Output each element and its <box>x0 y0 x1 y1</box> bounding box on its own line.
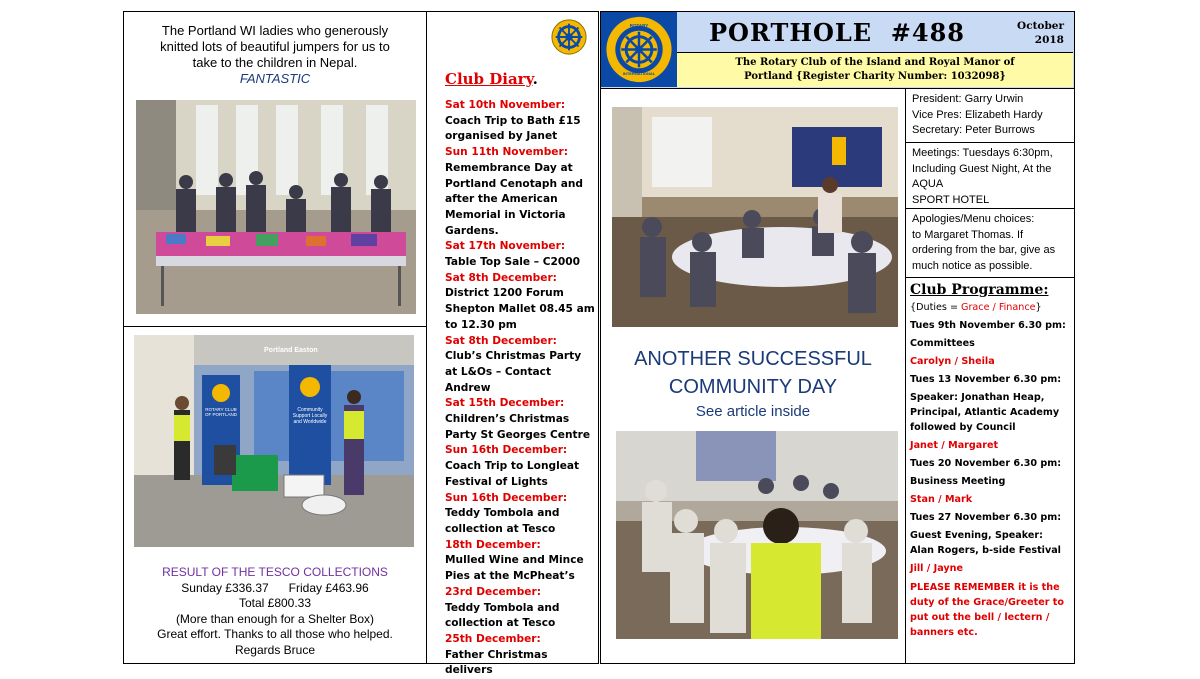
apologies-box <box>905 208 1075 278</box>
tesco-results-title: RESULT OF THE TESCO COLLECTIONS <box>162 565 388 579</box>
community-day-photo-top <box>612 107 898 327</box>
wi-caption-line: The Portland WI ladies who generously <box>161 23 389 38</box>
tesco-collection-photo <box>134 335 414 547</box>
apologies-line: Apologies/Menu choices: <box>912 213 1035 225</box>
diary-entry-text: Coach Trip to Bath £15 organised by Janet <box>445 114 581 143</box>
meetings-line: AQUA <box>912 178 944 190</box>
diary-entry-date: Sat 10th November: <box>445 99 566 111</box>
community-headline <box>601 345 905 423</box>
subtitle-line: Portland {Register Charity Number: 1032098} <box>744 71 1006 82</box>
programme-item-detail: Guest Evening, Speaker: Alan Rogers, b-side Festival <box>910 530 1061 556</box>
duties-close: } <box>1035 302 1042 313</box>
diary-entry-text: Teddy Tombola and collection at Tesco <box>445 601 560 630</box>
wi-panel <box>123 11 427 327</box>
tesco-results-line: Total £800.33 <box>238 596 312 611</box>
tesco-results-line: (More than enough for a Shelter Box) <box>175 611 375 626</box>
programme-item-detail: Business Meeting <box>910 476 1006 487</box>
apologies-line: ordering from the bar, give as <box>912 244 1056 256</box>
programme-list <box>910 318 1070 576</box>
headline-line: ANOTHER SUCCESSFUL <box>634 348 872 370</box>
logo-ring-bottom: INTERNATIONAL <box>622 71 656 76</box>
masthead-subtitle <box>677 52 1073 87</box>
diary-entry-text: Children’s Christmas Party St Georges Centre <box>445 413 591 441</box>
headline-subline: See article inside <box>695 403 811 420</box>
diary-entry-date: Sat 8th December: <box>445 334 557 347</box>
programme-item-duty: Stan / Mark <box>910 494 973 505</box>
programme-item-duty: Carolyn / Sheila <box>910 356 995 367</box>
vice-president: Vice Pres: Elizabeth Hardy <box>912 108 1043 121</box>
diary-entry-date: 23rd December: <box>445 585 541 598</box>
diary-entry-text: Father Christmas delivers <box>445 648 548 677</box>
duties-roles: Grace / Finance <box>961 302 1036 313</box>
diary-entry-date: Sat 8th December: <box>445 271 557 284</box>
subtitle-line: The Rotary Club of the Island and Royal Manor of <box>735 57 1015 68</box>
programme-box <box>905 277 1075 664</box>
rotary-small-logo <box>550 18 588 56</box>
masthead-title: PORTHOLE #488 <box>709 18 966 47</box>
logo-ring-top: ROTARY <box>629 23 649 28</box>
meetings-line: Meetings: Tuesdays 6:30pm, <box>912 147 1053 159</box>
president: President: Garry Urwin <box>912 93 1024 105</box>
diary-entry-date: Sun 11th November: <box>445 146 568 159</box>
wi-caption <box>124 23 426 87</box>
programme-item-heading: Tues 27 November 6.30 pm: <box>910 512 1062 523</box>
programme-duties <box>910 300 1070 315</box>
diary-entry-text: Teddy Tombola and collection at Tesco <box>445 507 560 535</box>
meetings-box <box>905 142 1075 209</box>
tesco-results-line: Regards Bruce <box>234 642 316 657</box>
wi-caption-line: knitted lots of beautiful jumpers for us to <box>160 39 390 54</box>
diary-title <box>445 70 538 88</box>
diary-entry-date: Sat 17th November: <box>445 240 566 253</box>
programme-reminder: PLEASE REMEMBER it is the duty of the Grace/Greeter to put out the bell / lectern / banners etc. <box>910 582 1064 638</box>
programme-item-heading: Tues 13 November 6.30 pm: <box>910 374 1062 385</box>
masthead-date <box>1017 19 1064 47</box>
apologies-line: to Margaret Thomas. If <box>912 228 1024 241</box>
duties-open: {Duties = <box>910 302 962 313</box>
programme-item-detail: Committees <box>910 338 975 349</box>
diary-entry-text: Coach Trip to Longleat Festival of Lights <box>445 460 580 488</box>
club-diary-panel <box>426 11 599 677</box>
programme-title: Club Programme: <box>910 282 1049 298</box>
programme-item-detail: Speaker: Jonathan Heap, Principal, Atlantic Academy followed by Council <box>910 392 1060 433</box>
store-sign: Portland Easton <box>264 347 318 354</box>
diary-entry-text: District 1200 Forum Shepton Mallet 08.45 am to 12.30 pm <box>445 287 595 331</box>
fantastic-text: FANTASTIC <box>239 71 311 86</box>
diary-title-dot: . <box>532 70 538 88</box>
banner-label-right: Community Support Locally and Worldwide <box>292 407 328 425</box>
diary-entry-date: 25th December: <box>445 632 541 645</box>
masthead <box>600 11 1075 89</box>
diary-entry-text: Remembrance Day at Portland Cenotaph and after the American Memorial in Victoria Gardens. <box>445 161 584 237</box>
community-day-photo-bottom <box>616 431 898 639</box>
masthead-month: October <box>1017 20 1064 32</box>
community-panel <box>600 88 906 664</box>
programme-item-duty: Janet / Margaret <box>910 440 999 451</box>
banner-label-left: ROTARY CLUB OF PORTLAND <box>205 407 237 417</box>
diary-entry-text: Mulled Wine and Mince Pies at the McPheat’s <box>445 554 584 583</box>
meetings-line: Including Guest Night, At the <box>912 162 1052 175</box>
wi-caption-line: take to the children in Nepal. <box>192 55 358 70</box>
headline-line: COMMUNITY DAY <box>668 376 838 398</box>
programme-item-duty: Jill / Jayne <box>910 563 963 574</box>
tesco-results-line: Sunday £336.37 Friday £463.96 <box>181 580 369 595</box>
diary-title-text: Club Diary <box>445 70 533 88</box>
wi-ladies-photo <box>136 100 416 314</box>
apologies-line: much notice as possible. <box>912 259 1033 272</box>
masthead-year: 2018 <box>1034 34 1064 46</box>
diary-list <box>445 98 595 679</box>
meetings-line: SPORT HOTEL <box>912 193 990 206</box>
diary-entry-text: Club’s Christmas Party at L&Os – Contact Andrew <box>445 350 582 394</box>
tesco-panel <box>123 326 427 664</box>
diary-entry-text: Table Top Sale – C2000 <box>445 256 580 269</box>
tesco-results <box>124 565 426 659</box>
diary-entry-date: Sun 16th December: <box>445 444 568 457</box>
tesco-results-line: Great effort. Thanks to all those who helped. <box>157 627 393 642</box>
diary-entry-date: Sat 15th December: <box>445 397 565 410</box>
diary-entry-date: 18th December: <box>445 538 541 551</box>
officers-box <box>905 88 1075 143</box>
secretary: Secretary: Peter Burrows <box>912 124 1035 136</box>
diary-entry-date: Sun 16th December: <box>445 491 568 504</box>
programme-item-heading: Tues 20 November 6.30 pm: <box>910 458 1062 469</box>
programme-item-heading: Tues 9th November 6.30 pm: <box>910 320 1066 331</box>
